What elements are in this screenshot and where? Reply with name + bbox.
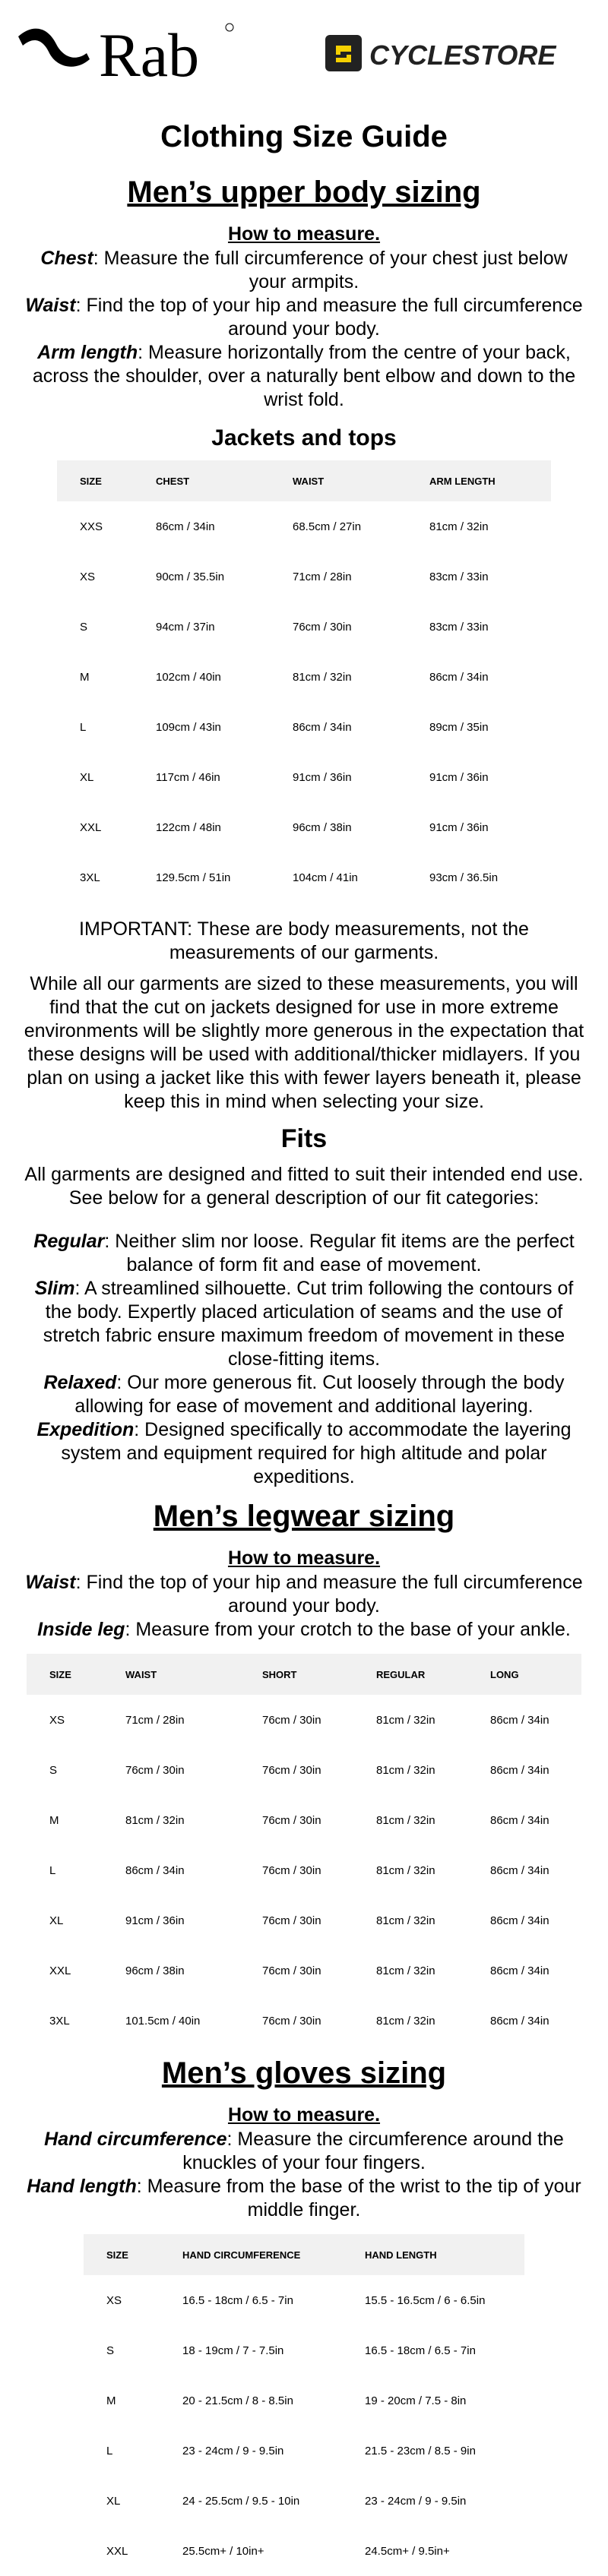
table-cell: 76cm / 30in [262, 1863, 321, 1877]
table-cell: 83cm / 33in [429, 620, 489, 634]
table-row [27, 1845, 581, 1895]
rab-wordmark: Rab [99, 21, 200, 90]
cyclestore-logo [325, 30, 587, 76]
table-cell: 81cm / 32in [376, 2014, 435, 2028]
table-cell: 3XL [80, 871, 100, 884]
table-row [27, 1695, 581, 1745]
table-cell: 20 - 21.5cm / 8 - 8.5in [182, 2394, 293, 2407]
table-cell: 3XL [49, 2014, 70, 2028]
table-cell: 81cm / 32in [376, 1813, 435, 1827]
table-row [57, 552, 551, 602]
gloves-title: Men’s gloves sizing [161, 2056, 447, 2090]
table-row [84, 2375, 524, 2426]
important-heading: IMPORTANT: These are body measurements, not the measurements of our garments. [79, 918, 529, 963]
hand-circ-instruction [20, 2128, 588, 2175]
hand-length-instruction [20, 2175, 588, 2222]
table-row [57, 752, 551, 802]
table-cell: 24.5cm+ / 9.5in+ [365, 2544, 450, 2558]
table-cell: XS [106, 2293, 122, 2307]
jackets-tops-title: Jackets and tops [211, 425, 397, 450]
hand-length-text: : Measure from the base of the wrist to the tip of your middle finger. [136, 2176, 581, 2220]
table-header: ARM LENGTH [407, 460, 551, 501]
arm-length-instruction [20, 341, 588, 412]
table-header: SHORT [239, 1654, 353, 1695]
table-cell: 76cm / 30in [262, 2014, 321, 2028]
chest-label: Chest [40, 248, 93, 269]
table-cell: M [49, 1813, 59, 1827]
table-cell: L [49, 1863, 56, 1877]
page-title: Clothing Size Guide [160, 120, 448, 153]
table-cell: L [80, 720, 87, 734]
table-cell: 19 - 20cm / 7.5 - 8in [365, 2394, 467, 2407]
waist-text: : Find the top of your hip and measure the full circumference around your body. [75, 295, 583, 340]
table-cell: 86cm / 34in [490, 1914, 549, 1927]
hand-circ-label: Hand circumference [44, 2129, 227, 2150]
table-cell: 68.5cm / 27in [293, 520, 362, 533]
fit-expedition [20, 1418, 588, 1489]
table-cell: 96cm / 38in [293, 820, 352, 834]
table-cell: 81cm / 32in [293, 670, 352, 684]
table-header: WAIST [103, 1654, 239, 1695]
table-cell: 91cm / 36in [429, 770, 489, 784]
table-cell: S [49, 1763, 58, 1777]
arm-text: : Measure horizontally from the centre of your back, across the shoulder, over a naturally bent elbow and down to the wrist fold. [32, 342, 576, 410]
table-cell: 76cm / 30in [262, 1763, 321, 1777]
chest-instruction [20, 247, 588, 294]
table-row [27, 1996, 581, 2046]
gloves-how-to-title: How to measure. [227, 2104, 381, 2126]
table-cell: 76cm / 30in [125, 1763, 185, 1777]
table-cell: 18 - 19cm / 7 - 7.5in [182, 2344, 284, 2357]
table-row [57, 852, 551, 902]
table-cell: 101.5cm / 40in [125, 2014, 201, 2028]
legwear-how-to-title: How to measure. [227, 1547, 381, 1569]
table-cell: 15.5 - 16.5cm / 6 - 6.5in [365, 2293, 486, 2307]
slim-label: Slim [34, 1278, 75, 1299]
important-body: While all our garments are sized to these measurements, you will find that the cut on jackets designed for use in more extreme environments will be slightly more generous in the expectation that these designs will be used with additional/thicker midlayers. If you plan on using a jacket like this with fewer layers beneath it, please keep this in mind when selecting your size. [24, 973, 584, 1112]
relaxed-text: : Our more generous fit. Cut loosely through the body allowing for ease of movement and additional layering. [74, 1372, 565, 1417]
table-cell: 76cm / 30in [262, 1914, 321, 1927]
table-cell: XL [106, 2494, 121, 2508]
table-cell: 91cm / 36in [125, 1914, 185, 1927]
table-cell: 81cm / 32in [376, 1863, 435, 1877]
table-row [57, 702, 551, 752]
table-cell: 23 - 24cm / 9 - 9.5in [182, 2444, 284, 2457]
table-cell: 71cm / 28in [125, 1713, 185, 1727]
table-cell: 91cm / 36in [293, 770, 352, 784]
upper-body-title: Men’s upper body sizing [127, 175, 481, 209]
table-cell: 81cm / 32in [376, 1914, 435, 1927]
table-cell: 81cm / 32in [376, 1713, 435, 1727]
table-cell: 90cm / 35.5in [156, 570, 225, 583]
table-header: LONG [467, 1654, 581, 1695]
gloves-size-table [84, 2234, 524, 2576]
fits-intro: All garments are designed and fitted to suit their intended end use. See below for a general description of our fit categories: [24, 1164, 584, 1209]
table-cell: 83cm / 33in [429, 570, 489, 583]
expedition-label: Expedition [36, 1419, 135, 1440]
table-row [57, 501, 551, 552]
inside-leg-label: Inside leg [37, 1619, 125, 1640]
legwear-size-table [27, 1654, 581, 2046]
table-cell: S [80, 620, 88, 634]
table-row [84, 2325, 524, 2375]
table-cell: XXL [80, 820, 102, 834]
table-cell: XL [49, 1914, 64, 1927]
fits-title: Fits [280, 1124, 328, 1153]
table-header: WAIST [270, 460, 407, 501]
table-cell: XXS [80, 520, 103, 533]
table-cell: 86cm / 34in [156, 520, 215, 533]
table-row [84, 2275, 524, 2325]
table-cell: 81cm / 32in [376, 1964, 435, 1977]
table-cell: S [106, 2344, 115, 2357]
cyclestore-wordmark: CYCLESTORE [369, 40, 556, 71]
table-cell: 23 - 24cm / 9 - 9.5in [365, 2494, 467, 2508]
table-cell: 81cm / 32in [429, 520, 489, 533]
table-row [27, 1945, 581, 1996]
table-cell: M [80, 670, 90, 684]
table-cell: 86cm / 34in [125, 1863, 185, 1877]
table-row [27, 1895, 581, 1945]
hand-circ-text: : Measure the circumference around the knuckles of your four fingers. [182, 2129, 564, 2173]
table-cell: 122cm / 48in [156, 820, 221, 834]
page-content [0, 120, 608, 2576]
table-cell: 86cm / 34in [293, 720, 352, 734]
table-cell: 16.5 - 18cm / 6.5 - 7in [365, 2344, 476, 2357]
table-cell: 21.5 - 23cm / 8.5 - 9in [365, 2444, 476, 2457]
table-cell: XXL [49, 1964, 71, 1977]
fit-slim [20, 1277, 588, 1371]
table-cell: 76cm / 30in [262, 1813, 321, 1827]
leg-waist-label: Waist [25, 1572, 76, 1593]
table-cell: M [106, 2394, 116, 2407]
waist-instruction [20, 294, 588, 341]
table-cell: 71cm / 28in [293, 570, 352, 583]
legwear-title: Men’s legwear sizing [153, 1500, 455, 1533]
inside-leg-text: : Measure from your crotch to the base of your ankle. [125, 1619, 571, 1640]
expedition-text: : Designed specifically to accommodate the layering system and equipment required for high altitude and polar expeditions. [61, 1419, 572, 1487]
table-header: CHEST [133, 460, 270, 501]
waist-label: Waist [25, 295, 76, 316]
table-cell: 96cm / 38in [125, 1964, 185, 1977]
table-cell: 129.5cm / 51in [156, 871, 231, 884]
table-cell: 91cm / 36in [429, 820, 489, 834]
fit-relaxed [20, 1371, 588, 1418]
table-cell: 86cm / 34in [490, 1763, 549, 1777]
table-cell: 76cm / 30in [262, 1964, 321, 1977]
leg-waist-instruction [20, 1571, 588, 1618]
table-cell: 24 - 25.5cm / 9.5 - 10in [182, 2494, 300, 2508]
table-cell: 86cm / 34in [490, 1813, 549, 1827]
regular-label: Regular [33, 1231, 105, 1252]
table-cell: XXL [106, 2544, 128, 2558]
table-row [27, 1745, 581, 1795]
table-row [57, 652, 551, 702]
table-row [84, 2426, 524, 2476]
table-row [27, 1795, 581, 1845]
table-row [84, 2526, 524, 2576]
chest-text: : Measure the full circumference of your chest just below your armpits. [93, 248, 568, 292]
table-row [57, 802, 551, 852]
table-cell: 86cm / 34in [490, 1713, 549, 1727]
important-note [18, 918, 590, 1114]
table-cell: 89cm / 35in [429, 720, 489, 734]
table-header: SIZE [84, 2234, 160, 2275]
leg-waist-text: : Find the top of your hip and measure the full circumference around your body. [75, 1572, 583, 1617]
table-cell: 117cm / 46in [156, 770, 220, 784]
table-header: SIZE [27, 1654, 103, 1695]
table-cell: XL [80, 770, 94, 784]
table-cell: 25.5cm+ / 10in+ [182, 2544, 264, 2558]
table-row [84, 2476, 524, 2526]
table-header: HAND LENGTH [342, 2234, 524, 2275]
upper-how-to-title: How to measure. [227, 223, 381, 245]
table-cell: 81cm / 32in [125, 1813, 185, 1827]
table-cell: 94cm / 37in [156, 620, 215, 634]
table-cell: 76cm / 30in [262, 1713, 321, 1727]
relaxed-label: Relaxed [43, 1372, 117, 1393]
table-cell: 86cm / 34in [490, 1964, 549, 1977]
arm-label: Arm length [37, 342, 138, 363]
table-cell: 102cm / 40in [156, 670, 221, 684]
table-cell: 109cm / 43in [156, 720, 221, 734]
table-cell: 93cm / 36.5in [429, 871, 499, 884]
table-cell: 104cm / 41in [293, 871, 358, 884]
rab-logo [17, 14, 237, 90]
inside-leg-instruction [20, 1618, 588, 1642]
table-cell: 16.5 - 18cm / 6.5 - 7in [182, 2293, 293, 2307]
table-cell: XS [49, 1713, 65, 1727]
table-cell: 86cm / 34in [429, 670, 489, 684]
regular-text: : Neither slim nor loose. Regular fit items are the perfect balance of form fit and ease of movement. [104, 1231, 575, 1275]
table-cell: 86cm / 34in [490, 2014, 549, 2028]
table-cell: L [106, 2444, 113, 2457]
table-row [57, 602, 551, 652]
table-cell: 86cm / 34in [490, 1863, 549, 1877]
table-cell: 81cm / 32in [376, 1763, 435, 1777]
hand-length-label: Hand length [27, 2176, 137, 2197]
table-header: REGULAR [353, 1654, 467, 1695]
fit-regular [20, 1230, 588, 1277]
header [0, 0, 608, 106]
table-header: SIZE [57, 460, 133, 501]
table-cell: XS [80, 570, 96, 583]
jackets-size-table [57, 460, 551, 902]
slim-text: : A streamlined silhouette. Cut trim following the contours of the body. Expertly placed articulation of seams and the use of stretch fabric ensure maximum freedom of movement in these close-fitting items. [43, 1278, 574, 1370]
table-header: HAND CIRCUMFERENCE [160, 2234, 342, 2275]
table-cell: 76cm / 30in [293, 620, 352, 634]
